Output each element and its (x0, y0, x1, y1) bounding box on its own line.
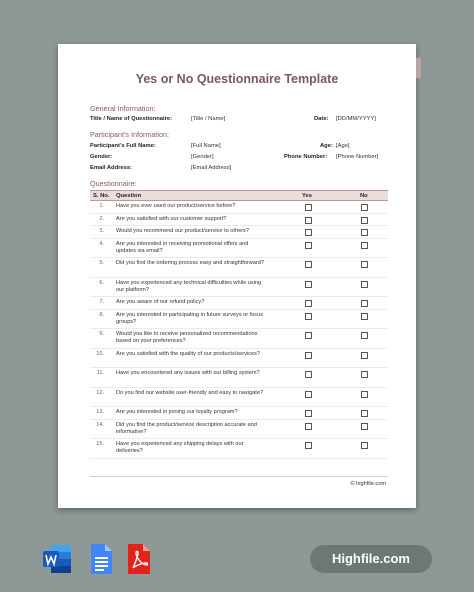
yes-checkbox[interactable] (305, 217, 312, 224)
no-checkbox[interactable] (361, 204, 368, 211)
yes-checkbox[interactable] (305, 261, 312, 268)
no-checkbox[interactable] (361, 332, 368, 339)
brand-badge[interactable]: Highfile.com (310, 545, 432, 573)
yes-checkbox[interactable] (305, 332, 312, 339)
question-text: Are you aware of our refund policy? (116, 299, 205, 305)
question-number: 11. (96, 370, 104, 376)
pdf-icon[interactable] (124, 543, 154, 575)
no-checkbox[interactable] (361, 352, 368, 359)
questionnaire-title-label: Title / Name of Questionnaire: (90, 116, 173, 122)
table-row (90, 388, 388, 408)
question-text: Did you find the product/service description accurate and informative? (116, 421, 257, 435)
yes-checkbox[interactable] (305, 300, 312, 307)
question-text: Have you ever used our product/service before? (116, 203, 236, 209)
question-text: Have you experienced any technical difficulties while using our platform? (116, 279, 262, 293)
table-header (90, 190, 388, 201)
table-row (90, 407, 388, 420)
question-text: Are you satisfied with the quality of our products/services? (116, 350, 260, 357)
table-row (90, 214, 388, 227)
question-number: 6. (99, 279, 104, 286)
question-text: Did you find the ordering process easy and straightforward? (116, 260, 265, 266)
yes-checkbox[interactable] (305, 352, 312, 359)
yes-checkbox[interactable] (305, 371, 312, 378)
question-text: Have you experienced any shipping delays with our deliveries? (116, 441, 244, 455)
yes-checkbox[interactable] (305, 442, 312, 449)
question-number: 15. (96, 441, 104, 447)
phone-field[interactable]: [Phone Number] (336, 154, 379, 160)
document-page (58, 44, 416, 508)
yes-checkbox[interactable] (305, 242, 312, 249)
full-name-label: Participant’s Full Name: (90, 143, 156, 149)
question-text: Are you interested in participating in future surveys or focus groups? (116, 311, 264, 325)
no-checkbox[interactable] (361, 281, 368, 288)
question-number: 4. (99, 240, 104, 247)
col-yes: Yes (302, 192, 312, 199)
yes-checkbox[interactable] (305, 313, 312, 320)
table-row (90, 368, 388, 388)
table-row (90, 201, 388, 214)
yes-checkbox[interactable] (305, 410, 312, 417)
age-label: Age: (320, 143, 333, 149)
email-label: Email Address: (90, 165, 132, 171)
table-row (90, 329, 388, 349)
col-no: No (360, 192, 368, 199)
no-checkbox[interactable] (361, 313, 368, 320)
questionnaire-table (90, 190, 388, 459)
question-text: Are you interested in joining our loyalty program? (116, 409, 238, 415)
no-checkbox[interactable] (361, 229, 368, 236)
yes-checkbox[interactable] (305, 391, 312, 398)
no-checkbox[interactable] (361, 410, 368, 417)
question-number: 13. (96, 409, 104, 415)
question-number: 7. (99, 299, 104, 305)
table-row (90, 310, 388, 330)
question-number: 3. (99, 228, 104, 234)
no-checkbox[interactable] (361, 391, 368, 398)
question-number: 1. (99, 203, 104, 209)
question-text: Do you find our website user-friendly and easy to navigate? (116, 389, 264, 396)
page-edge-mark (416, 58, 421, 78)
docs-icon[interactable] (86, 543, 116, 575)
questionnaire-title-field[interactable]: [Title / Name] (191, 116, 226, 122)
question-text: Have you encountered any issues with our billing system? (116, 370, 260, 376)
gender-field[interactable]: [Gender] (191, 154, 214, 160)
age-field[interactable]: [Age] (336, 143, 350, 149)
yes-checkbox[interactable] (305, 281, 312, 288)
question-number: 8. (99, 311, 104, 318)
question-text: Are you satisfied with our customer support? (116, 215, 227, 222)
question-number: 12. (96, 389, 104, 396)
question-number: 9. (99, 331, 104, 337)
question-number: 10. (96, 350, 104, 357)
yes-checkbox[interactable] (305, 423, 312, 430)
table-row (90, 349, 388, 369)
question-text: Are you interested in receiving promotional offers and updates via email? (116, 240, 249, 254)
email-field[interactable]: [Email Address] (191, 165, 232, 171)
document-title: Yes or No Questionnaire Template (135, 72, 339, 86)
yes-checkbox[interactable] (305, 204, 312, 211)
table-row (90, 420, 388, 440)
no-checkbox[interactable] (361, 423, 368, 430)
general-info-heading: General Information: (90, 104, 156, 113)
no-checkbox[interactable] (361, 261, 368, 268)
question-number: 5. (99, 260, 104, 266)
no-checkbox[interactable] (361, 217, 368, 224)
col-question: Question (116, 192, 142, 199)
copyright-text: © highfile.com (350, 481, 386, 487)
no-checkbox[interactable] (361, 442, 368, 449)
question-number: 2. (99, 215, 104, 222)
question-number: 14. (96, 421, 104, 428)
table-row (90, 226, 388, 239)
footer-divider (90, 476, 388, 477)
participant-info-heading: Participant’s Information: (90, 130, 169, 139)
table-row (90, 258, 388, 278)
no-checkbox[interactable] (361, 371, 368, 378)
questionnaire-heading: Questionnaire: (90, 179, 137, 188)
col-sno: S. No. (93, 192, 110, 199)
table-row (90, 239, 388, 259)
gender-label: Gender: (90, 154, 113, 160)
date-field[interactable]: [DD/MM/YYYY] (336, 116, 376, 122)
no-checkbox[interactable] (361, 300, 368, 307)
full-name-field[interactable]: [Full Name] (191, 143, 221, 149)
table-row (90, 278, 388, 298)
question-text: Would you recommend our product/service to others? (116, 228, 249, 234)
phone-label: Phone Number: (284, 154, 328, 160)
table-row (90, 297, 388, 310)
no-checkbox[interactable] (361, 242, 368, 249)
date-label: Date: (314, 116, 329, 122)
table-row (90, 439, 388, 459)
yes-checkbox[interactable] (305, 229, 312, 236)
word-icon[interactable] (42, 543, 72, 575)
question-text: Would you like to receive personalized recommendations based on your preferences? (116, 331, 258, 345)
